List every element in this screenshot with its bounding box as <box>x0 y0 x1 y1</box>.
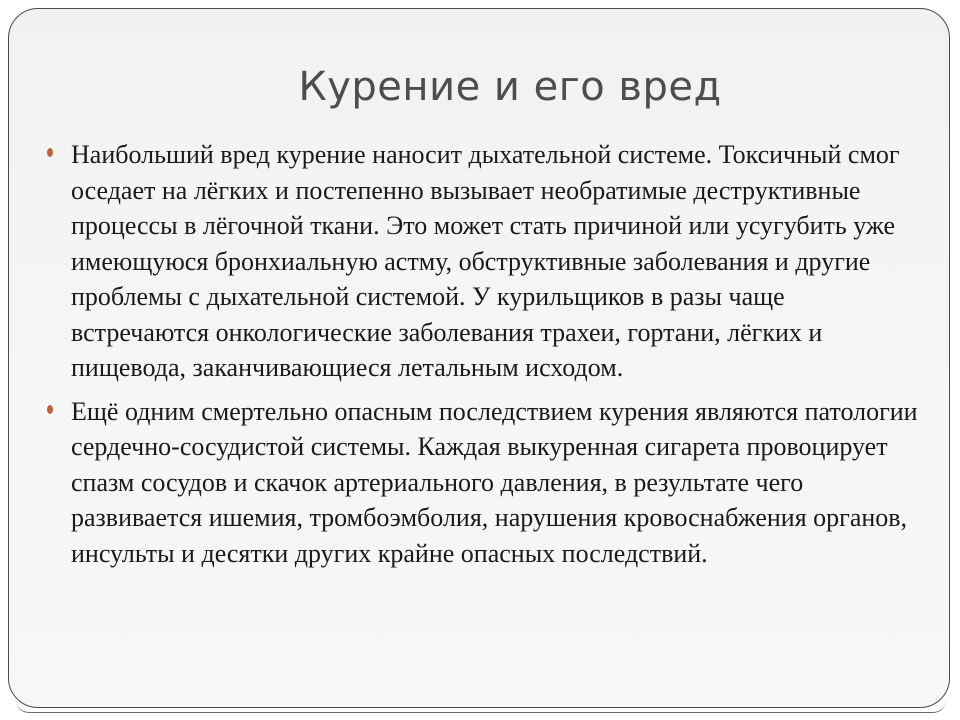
bullet-list <box>45 137 921 579</box>
slide-frame <box>8 8 950 708</box>
bullet-text: Наибольший вред курение наносит дыхательной системе. Токсичный смог оседает на лёгких и постепенно вызывает необратимые деструктивные процессы в лёгочной ткани. Это может стать причиной или усугубить уже имеющуюся бронхиальную астму, обструктивные заболевания и другие проблемы с дыхательной системой. У курильщиков в разы чаще встречаются онкологические заболевания трахеи, гортани, лёгких и пищевода, заканчивающиеся летальным исходом. <box>71 140 900 382</box>
bullet-item-respiratory <box>45 137 921 386</box>
bullet-text: Ещё одним смертельно опасным последствием курения являются патологии сердечно-сосудистой системы. Каждая выкуренная сигарета провоцирует спазм сосудов и скачок артериального давления, в результате чего развивается ишемия, тромбоэмболия, нарушения кровоснабжения органов, инсульты и десятки других крайне опасных последствий. <box>71 396 918 568</box>
bullet-item-cardiovascular <box>45 394 921 572</box>
slide-title: Курение и его вред <box>298 64 722 110</box>
bullet-dot-icon <box>47 148 53 157</box>
bullet-dot-icon <box>47 405 53 414</box>
